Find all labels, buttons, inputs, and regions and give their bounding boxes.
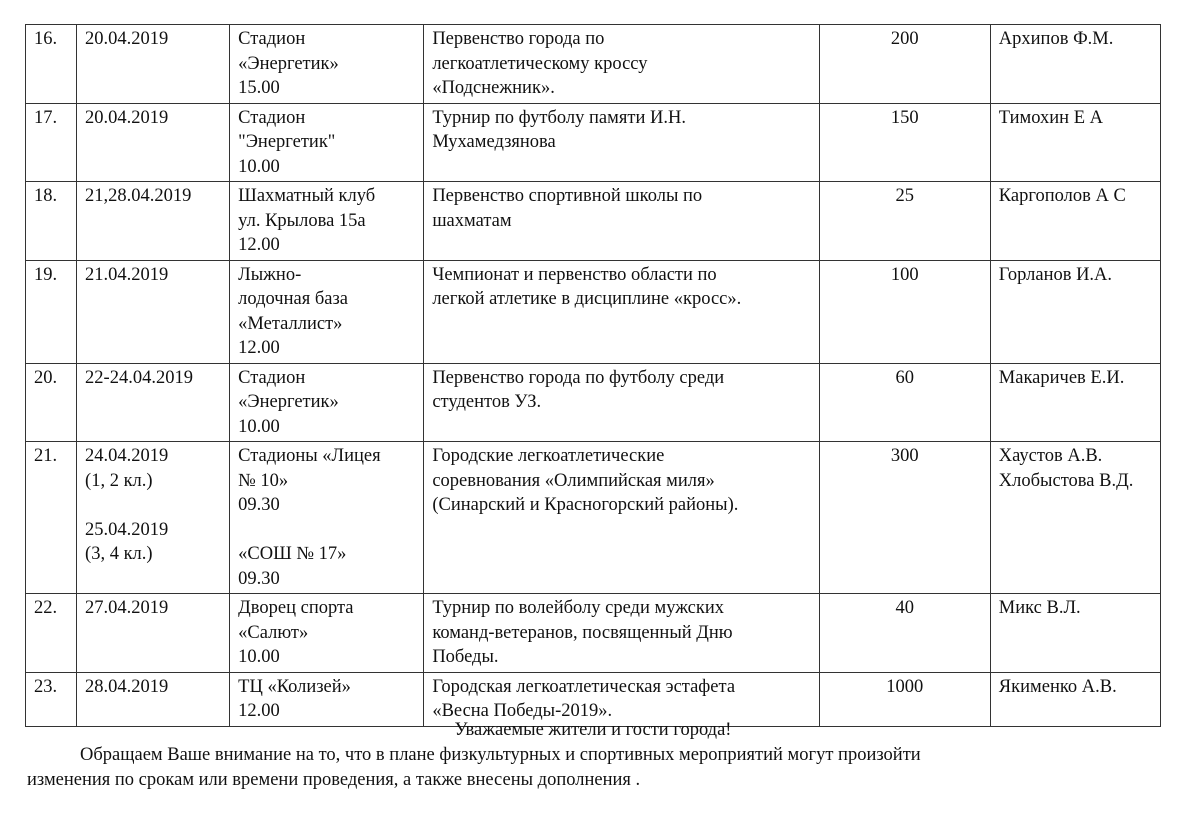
event-title-line: (Синарский и Красногорский районы). (432, 495, 739, 515)
event-title-line: легкоатлетическому кроссу (432, 53, 648, 74)
event-venue-line: Лыжно- (238, 264, 302, 285)
table-row (26, 25, 1161, 104)
table-row (26, 182, 1161, 261)
event-venue-cell (230, 363, 424, 442)
event-title-line: Чемпионат и первенство области по (432, 264, 717, 285)
participant-count: 25 (895, 186, 914, 206)
responsible-person-line: Микс В.Л. (998, 598, 1081, 618)
event-venue-line: Стадион (238, 367, 306, 388)
participant-count-cell (819, 594, 990, 673)
event-date-line: 21,28.04.2019 (85, 186, 192, 206)
participant-count-cell (819, 260, 990, 363)
participant-count-cell (819, 442, 990, 594)
responsible-person-line: Макаричев Е.И. (998, 367, 1125, 388)
event-title-line: Первенство спортивной школы по (432, 186, 703, 206)
event-venue-line: ТЦ «Колизей» (238, 676, 351, 697)
responsible-person-line: Хаустов А.В. (998, 446, 1103, 466)
event-title-line: соревнования «Олимпийская миля» (432, 470, 715, 491)
event-date-line: 28.04.2019 (85, 676, 169, 697)
event-venue-cell (230, 25, 424, 104)
responsible-person-cell (990, 25, 1160, 104)
row-number-cell (26, 594, 77, 673)
event-venue-line (238, 518, 415, 543)
event-venue-line: 09.30 (238, 495, 280, 515)
event-venue-line: «Энергетик» (238, 53, 339, 74)
row-number-cell (26, 260, 77, 363)
responsible-person-cell (990, 442, 1160, 594)
notice-heading: Уважаемые жители и гости города! (454, 720, 732, 740)
event-date-cell (77, 25, 230, 104)
responsible-person-cell (990, 260, 1160, 363)
participant-count: 300 (890, 446, 919, 466)
participant-count-cell (819, 182, 990, 261)
row-number: 19. (34, 264, 58, 285)
event-date-cell (77, 363, 230, 442)
event-title-line: Мухамедзянова (432, 132, 556, 152)
event-title-line: Первенство города по (432, 29, 605, 49)
events-table (25, 24, 1161, 727)
event-date-line: 25.04.2019 (85, 519, 169, 540)
event-title-line: команд-ветеранов, посвященный Дню (432, 622, 733, 643)
event-title-cell (424, 103, 819, 182)
event-venue-line: Стадионы «Лицея (238, 446, 381, 466)
row-number-cell (26, 182, 77, 261)
row-number: 16. (34, 29, 58, 49)
participant-count-cell (819, 103, 990, 182)
row-number: 17. (34, 107, 58, 128)
event-venue-cell (230, 182, 424, 261)
event-title-cell (424, 442, 819, 594)
event-title-line: Турнир по волейболу среди мужских (432, 598, 725, 618)
event-venue-line: ул. Крылова 15а (238, 210, 366, 231)
table-row (26, 260, 1161, 363)
event-venue-line: 12.00 (238, 701, 280, 721)
event-venue-line: Дворец спорта (238, 598, 354, 618)
event-title-line: «Подснежник». (432, 78, 555, 98)
event-title-line: легкой атлетике в дисциплине «кросс». (432, 289, 742, 309)
event-venue-line: «Металлист» (238, 313, 343, 334)
event-date-line: 27.04.2019 (85, 598, 169, 618)
participant-count: 100 (890, 264, 919, 285)
event-venue-line: № 10» (238, 470, 289, 491)
responsible-person-cell (990, 594, 1160, 673)
participant-count: 200 (890, 29, 919, 49)
responsible-person-line: Архипов Ф.М. (998, 29, 1114, 49)
event-venue-line: «СОШ № 17» (238, 544, 347, 564)
row-number: 22. (34, 598, 58, 618)
event-title-line: шахматам (432, 210, 512, 231)
table-row (26, 363, 1161, 442)
event-date-line: (1, 2 кл.) (85, 470, 153, 491)
event-date-cell (77, 594, 230, 673)
events-table-body (26, 25, 1161, 727)
event-venue-line: лодочная база (238, 289, 348, 309)
row-number: 18. (34, 186, 58, 206)
event-title-cell (424, 182, 819, 261)
event-title-cell (424, 594, 819, 673)
event-venue-line: «Салют» (238, 622, 309, 643)
event-venue-line: Шахматный клуб (238, 186, 376, 206)
event-venue-line: 10.00 (238, 156, 280, 177)
row-number-cell (26, 25, 77, 104)
event-venue-cell (230, 260, 424, 363)
row-number: 21. (34, 446, 58, 466)
row-number-cell (26, 363, 77, 442)
event-date-line: (3, 4 кл.) (85, 544, 153, 564)
event-title-cell (424, 363, 819, 442)
notice-block (0, 718, 1186, 793)
event-venue-line: 12.00 (238, 338, 280, 358)
event-date-line: 20.04.2019 (85, 107, 169, 128)
event-venue-line: 10.00 (238, 647, 280, 667)
event-title-line: студентов УЗ. (432, 392, 542, 412)
event-date-cell (77, 442, 230, 594)
event-title-line: «Весна Победы-2019». (432, 701, 613, 721)
event-title-line: Городская легкоатлетическая эстафета (432, 676, 736, 697)
row-number-cell (26, 442, 77, 594)
event-date-cell (77, 182, 230, 261)
participant-count: 60 (895, 367, 914, 388)
event-title-cell (424, 25, 819, 104)
notice-line-1: Обращаем Ваше внимание на то, что в плане физкультурных и спортивных мероприятий могут произойти (80, 745, 921, 765)
responsible-person-line: Горланов И.А. (998, 264, 1113, 285)
participant-count: 40 (895, 598, 914, 618)
event-venue-line: 10.00 (238, 416, 280, 437)
event-venue-line: Стадион (238, 29, 306, 49)
row-number-cell (26, 103, 77, 182)
table-row (26, 103, 1161, 182)
event-venue-cell (230, 103, 424, 182)
notice-line-2: изменения по срокам или времени проведения, а также внесены дополнения . (27, 770, 641, 790)
event-date-cell (77, 260, 230, 363)
responsible-person-line: Каргополов А С (998, 186, 1126, 206)
responsible-person-line: Якименко А.В. (998, 676, 1117, 697)
participant-count: 150 (890, 107, 919, 128)
event-venue-line: 12.00 (238, 235, 280, 255)
event-date-line: 20.04.2019 (85, 29, 169, 49)
event-venue-line: "Энергетик" (238, 132, 336, 152)
event-date-line: 22-24.04.2019 (85, 367, 193, 388)
event-title-line: Победы. (432, 647, 499, 667)
event-venue-cell (230, 594, 424, 673)
table-row (26, 442, 1161, 594)
row-number: 20. (34, 367, 58, 388)
participant-count-cell (819, 363, 990, 442)
event-venue-line: «Энергетик» (238, 392, 339, 412)
event-title-line: Городские легкоатлетические (432, 446, 665, 466)
participant-count-cell (819, 25, 990, 104)
responsible-person-cell (990, 182, 1160, 261)
event-title-cell (424, 260, 819, 363)
event-venue-line: Стадион (238, 107, 306, 128)
event-date-line (85, 493, 221, 518)
responsible-person-line: Тимохин Е А (998, 107, 1103, 128)
event-venue-line: 15.00 (238, 78, 280, 98)
event-venue-cell (230, 442, 424, 594)
event-title-line: Турнир по футболу памяти И.Н. (432, 107, 686, 128)
row-number: 23. (34, 676, 58, 697)
event-date-line: 24.04.2019 (85, 446, 169, 466)
responsible-person-cell (990, 363, 1160, 442)
participant-count: 1000 (886, 676, 924, 697)
event-venue-line: 09.30 (238, 568, 280, 589)
event-title-line: Первенство города по футболу среди (432, 367, 725, 388)
responsible-person-cell (990, 103, 1160, 182)
event-date-line: 21.04.2019 (85, 264, 169, 285)
responsible-person-line: Хлобыстова В.Д. (998, 470, 1134, 491)
event-date-cell (77, 103, 230, 182)
table-row (26, 594, 1161, 673)
